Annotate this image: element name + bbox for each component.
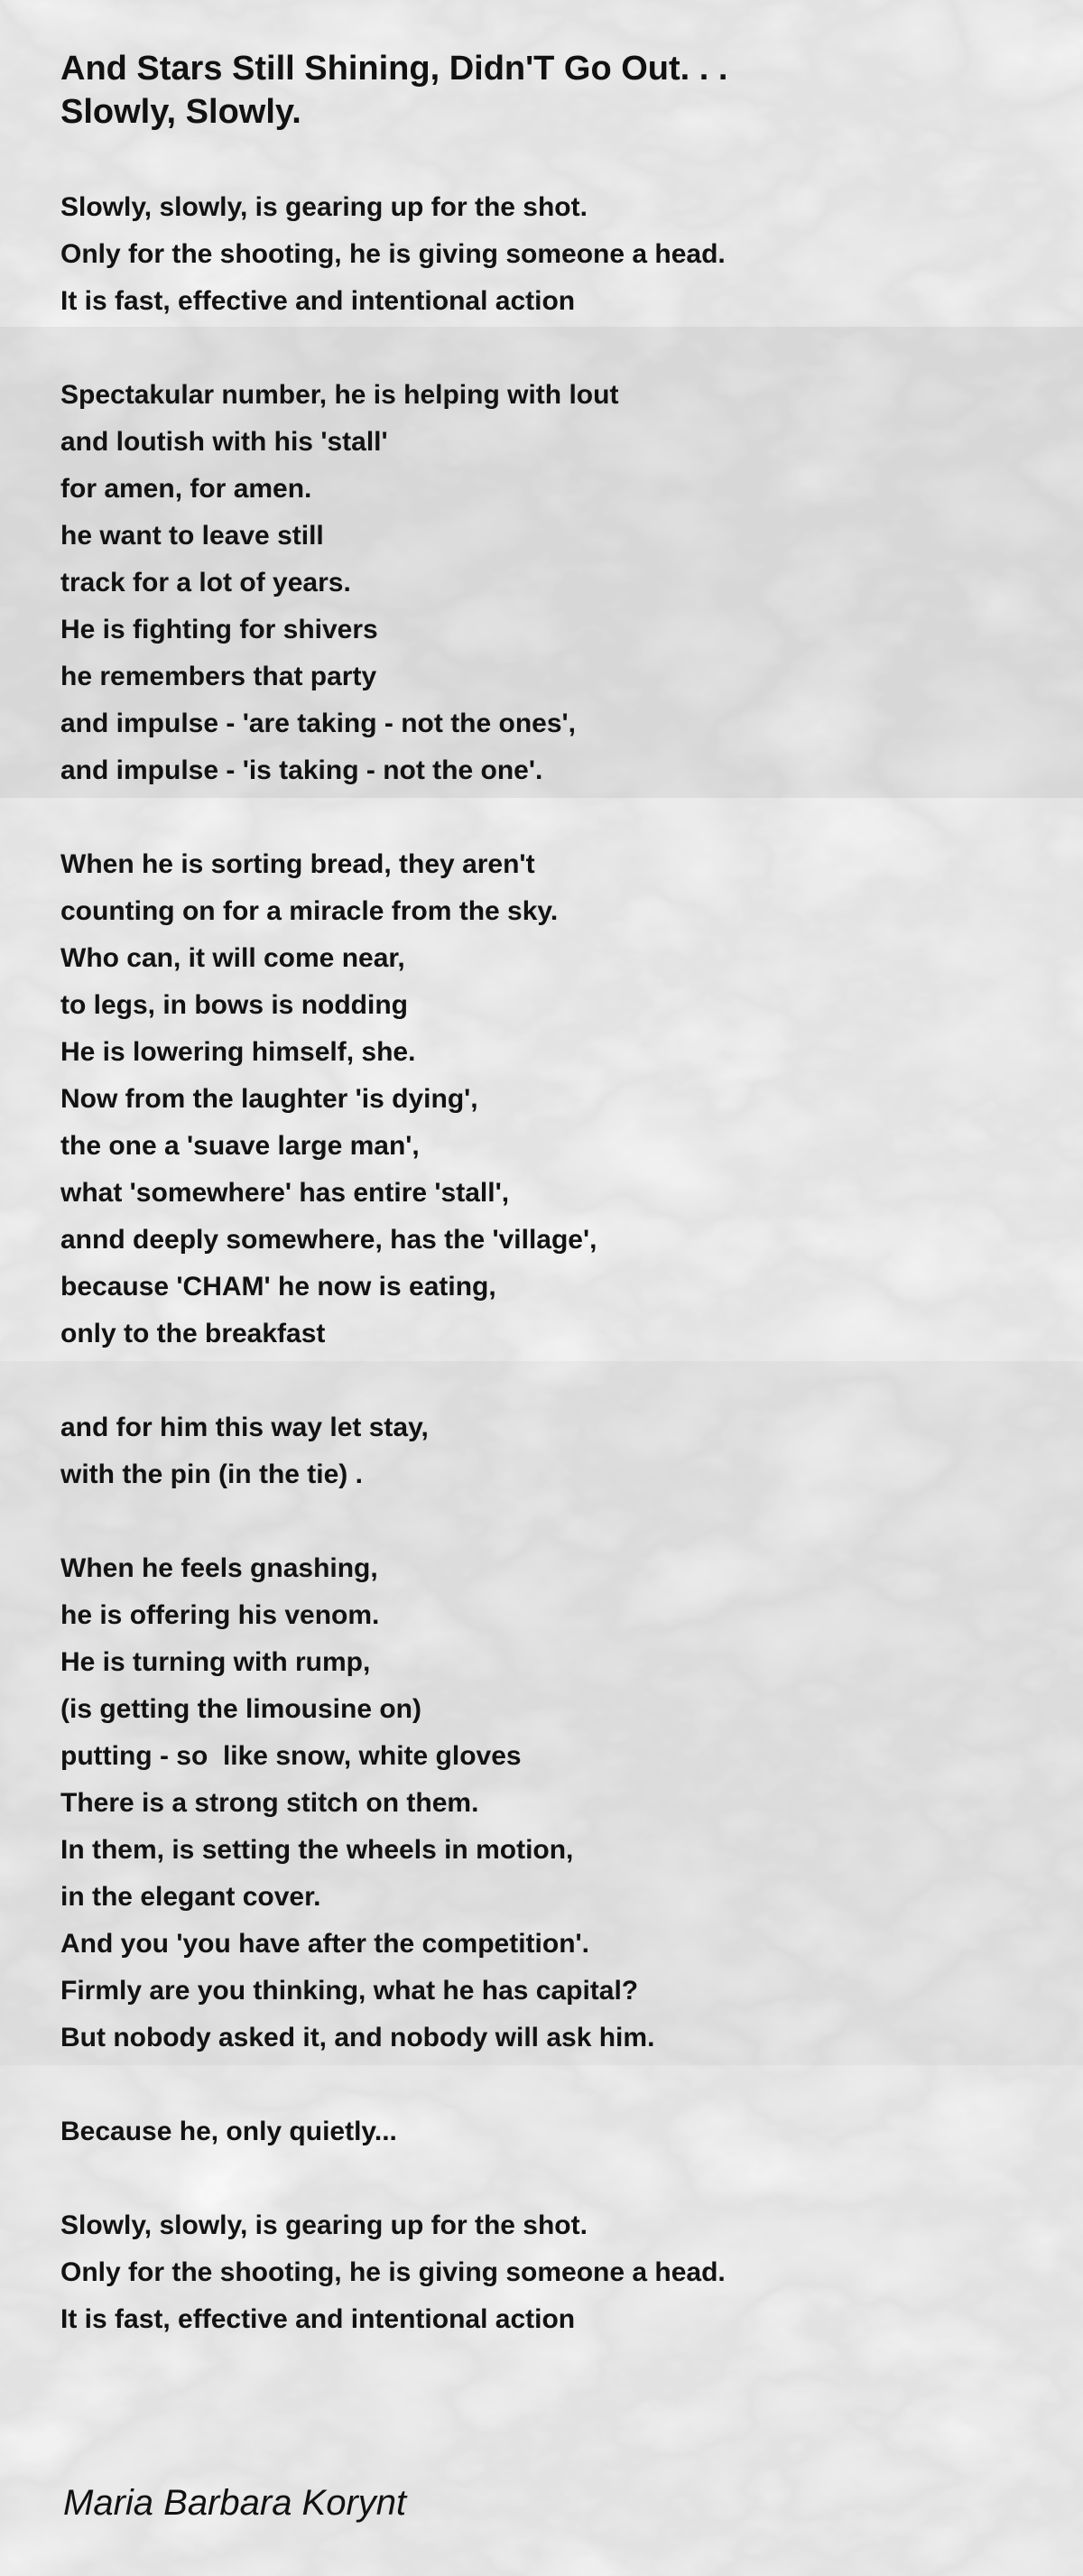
poem-line: with the pin (in the tie) . xyxy=(60,1459,363,1489)
poem-title xyxy=(60,47,1026,134)
poem-line: for amen, for amen. xyxy=(60,474,312,504)
poem-line: only to the breakfast xyxy=(60,1319,326,1348)
poem-line: what 'somewhere' has entire 'stall', xyxy=(60,1178,510,1208)
poem-line: (is getting the limousine on) xyxy=(60,1694,421,1724)
poem-line: putting - so like snow, white gloves xyxy=(60,1741,522,1771)
poem-line: and for him this way let stay, xyxy=(60,1413,429,1442)
poem-line: Firmly are you thinking, what he has capital? xyxy=(60,1976,639,2006)
poem-line: Only for the shooting, he is giving someone a head. xyxy=(60,2257,726,2287)
poem-line: track for a lot of years. xyxy=(60,568,351,598)
poem-line: In them, is setting the wheels in motion, xyxy=(60,1835,574,1865)
poem-line: But nobody asked it, and nobody will ask him. xyxy=(60,2023,655,2052)
poem-line: he remembers that party xyxy=(60,662,377,691)
poem-line: Slowly, slowly, is gearing up for the shot. xyxy=(60,2210,588,2240)
poem-line: in the elegant cover. xyxy=(60,1882,321,1912)
stanza xyxy=(60,841,1026,1357)
poem-title-line: And Stars Still Shining, Didn'T Go Out. . . xyxy=(60,50,728,88)
stanza xyxy=(60,2108,1026,2155)
poem-line: He is lowering himself, she. xyxy=(60,1037,416,1067)
poem-line: he want to leave still xyxy=(60,521,324,551)
poem-line: and impulse - 'is taking - not the one'. xyxy=(60,755,543,785)
poem-line: Because he, only quietly... xyxy=(60,2117,397,2146)
poem-author: Maria Barbara Korynt xyxy=(63,2483,407,2523)
poem-line: and loutish with his 'stall' xyxy=(60,427,388,457)
poem-line: Only for the shooting, he is giving someone a head. xyxy=(60,239,726,269)
poem xyxy=(60,47,1026,2390)
poem-line: annd deeply somewhere, has the 'village', xyxy=(60,1225,597,1255)
stanza xyxy=(60,1545,1026,2062)
poem-line: counting on for a miracle from the sky. xyxy=(60,896,559,926)
poem-line: It is fast, effective and intentional action xyxy=(60,2304,576,2334)
stanza xyxy=(60,1404,1026,1498)
poem-line: He is turning with rump, xyxy=(60,1647,371,1677)
poem-line: because 'CHAM' he now is eating, xyxy=(60,1272,496,1302)
poem-line: he is offering his venom. xyxy=(60,1600,380,1630)
poem-line: And you 'you have after the competition'. xyxy=(60,1929,589,1959)
poem-line: to legs, in bows is nodding xyxy=(60,990,408,1020)
stanza xyxy=(60,372,1026,794)
poem-line: the one a 'suave large man', xyxy=(60,1131,420,1161)
poem-line: and impulse - 'are taking - not the ones', xyxy=(60,709,577,738)
poem-line: It is fast, effective and intentional action xyxy=(60,286,576,316)
stanza xyxy=(60,2202,1026,2343)
stanza xyxy=(60,184,1026,325)
poem-line: When he feels gnashing, xyxy=(60,1553,378,1583)
poem-line: He is fighting for shivers xyxy=(60,615,378,644)
poem-line: Now from the laughter 'is dying', xyxy=(60,1084,478,1114)
poem-line: Spectakular number, he is helping with lout xyxy=(60,380,619,410)
poem-line: When he is sorting bread, they aren't xyxy=(60,849,535,879)
poem-line: There is a strong stitch on them. xyxy=(60,1788,479,1818)
poem-title-line: Slowly, Slowly. xyxy=(60,93,301,131)
poem-line: Slowly, slowly, is gearing up for the shot. xyxy=(60,192,588,222)
poem-line: Who can, it will come near, xyxy=(60,943,405,973)
